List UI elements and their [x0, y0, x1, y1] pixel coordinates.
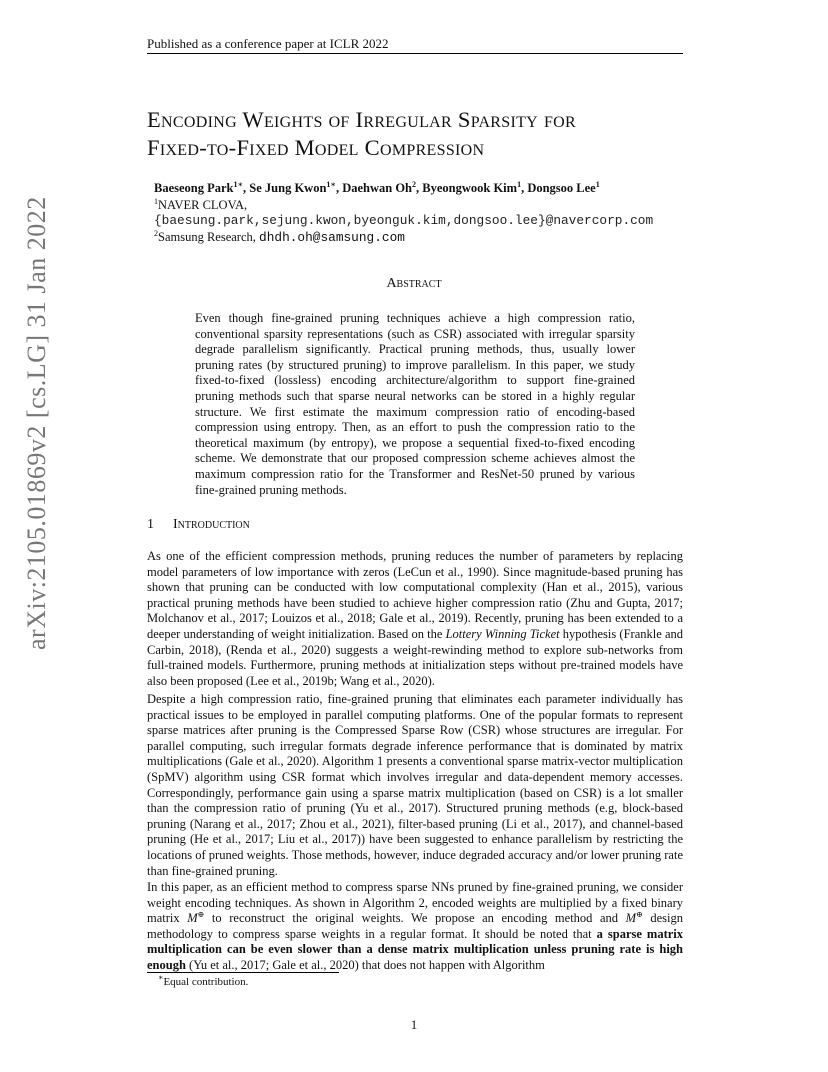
author-emails: {baesung.park,sejung.kwon,byeonguk.kim,dongsoo.lee}@navercorp.com — [154, 213, 654, 228]
affiliation-1: $^1$NAVER CLOVA, — [154, 197, 248, 212]
paper-title — [147, 106, 707, 162]
author-name: Se Jung Kwon — [249, 181, 327, 195]
title-line-1: Encoding Weights of Irregular Sparsity for — [147, 107, 576, 132]
author-email: dhdh.oh@samsung.com — [259, 230, 405, 245]
paragraph: As one of the efficient compression methods, pruning reduces the number of parameters by replacing model parameters of low importance with zeros (LeCun et al., 1990). Since magnitude-based pruning has shown that pruning can be conducted with low computational complexity (Han et al., 2015), various practical pruning methods have been studied to achieve higher compression ratio (Zhu and Gupta, 2017; Molchanov et al., 2017; Louizos et al., 2018; Gale et al., 2019). Recently, pruning has been extended to a deeper understanding of weight initialization. Based on the Lottery Winning Ticket hypothesis (Frankle and Carbin, 2018), (Renda et al., 2020) suggests a weight-rewinding method to explore sub-networks from full-trained models. Furthermore, pruning methods at initialization steps without pre-trained models have also been proposed (Lee et al., 2019b; Wang et al., 2020). — [147, 549, 683, 688]
emphasis: Lottery Winning Ticket — [445, 626, 560, 641]
math-symbol: M — [625, 911, 637, 926]
math-symbol: M — [187, 911, 198, 926]
bold-statement: a sparse matrix multiplication can be even slower than a dense matrix multiplication unless pruning rate is high enough — [147, 926, 684, 972]
author-name: Baeseong Park — [154, 181, 234, 195]
arxiv-id: arXiv:2105.01869v2 [cs.LG] 31 Jan 2022 — [22, 196, 51, 650]
author-name: Byeongwook Kim — [422, 181, 518, 195]
section-heading — [147, 517, 250, 533]
running-header: Published as a conference paper at ICLR 2022 — [147, 36, 389, 51]
paragraph: In this paper, as an efficient method to compress sparse NNs pruned by fine-grained pruning, we consider weight encoding techniques. As shown in Algorithm 2, encoded weights are multiplied by a fixed binary matrix M⊕ to reconstruct the original weights. We propose an encoding method and M⊕ design methodology to compress sparse weights in a regular format. It should be noted that a sparse matrix multiplication can be even slower than a dense matrix multiplication unless pruning rate is high enough (Yu et al., 2017; Gale et al., 2020) that does not happen with Algorithm — [147, 880, 684, 972]
abstract-heading: Abstract — [386, 276, 442, 291]
page-number: 1 — [410, 1017, 418, 1032]
section-number: 1 — [147, 517, 154, 532]
author-list: Baeseong Park$^{1∗}$, Se Jung Kwon$^{1∗}$, Daehwan Oh$^2$, Byeongwook Kim$^1$, Dongsoo Lee$^1$ — [154, 180, 600, 195]
affiliation-2: $^2$Samsung Research, dhdh.oh@samsung.com — [154, 229, 405, 245]
section-title: Introduction — [173, 517, 250, 532]
footnote: ∗Equal contribution. — [158, 973, 249, 988]
author-name: Dongsoo Lee — [527, 181, 596, 195]
abstract-text: Even though fine-grained pruning techniques achieve a high compression ratio, conventional sparsity representations (such as CSR) associated with irregular sparsity degrade parallelism significantly. Practical pruning methods, thus, usually lower pruning rates (by structured pruning) to improve parallelism. In this paper, we study fixed-to-fixed (lossless) encoding architecture/algorithm to support fine-grained pruning methods such that sparse neural networks can be stored in a highly regular structure. We first estimate the maximum compression ratio of encoding-based compression using entropy. Then, as an effort to push the compression ratio to the theoretical maximum (by entropy), we propose a sequential fixed-to-fixed encoding scheme. We demonstrate that our proposed compression scheme achieves almost the maximum compression ratio for the Transformer and ResNet-50 pruned by various fine-grained pruning methods. — [195, 311, 635, 497]
title-line-2: Fixed-to-Fixed Model Compression — [147, 135, 485, 160]
author-name: Daehwan Oh — [342, 181, 412, 195]
paragraph: Despite a high compression ratio, fine-grained pruning that eliminates each parameter individually has practical issues to be employed in parallel computing platforms. One of the popular formats to represent sparse matrices after pruning is the Compressed Sparse Row (CSR) whose structures are irregular. For parallel computing, such irregular formats degrade inference performance that is dominated by matrix multiplications (Gale et al., 2020). Algorithm 1 presents a conventional sparse matrix-vector multiplication (SpMV) algorithm using CSR format which involves irregular and data-dependent memory accesses. Correspondingly, performance gain using a sparse matrix multiplication (based on CSR) is a lot smaller than the compression ratio of pruning (Yu et al., 2017). Structured pruning methods (e.g, block-based pruning (Narang et al., 2017; Zhou et al., 2021), filter-based pruning (Li et al., 2017), and channel-based pruning (He et al., 2017; Liu et al., 2017)) have been suggested to enhance parallelism by restricting the locations of pruned weights. Those methods, however, induce degraded accuracy and/or lower pruning rate than fine-grained pruning. — [147, 692, 683, 878]
header-rule — [147, 53, 683, 54]
footnote-rule — [147, 972, 339, 973]
